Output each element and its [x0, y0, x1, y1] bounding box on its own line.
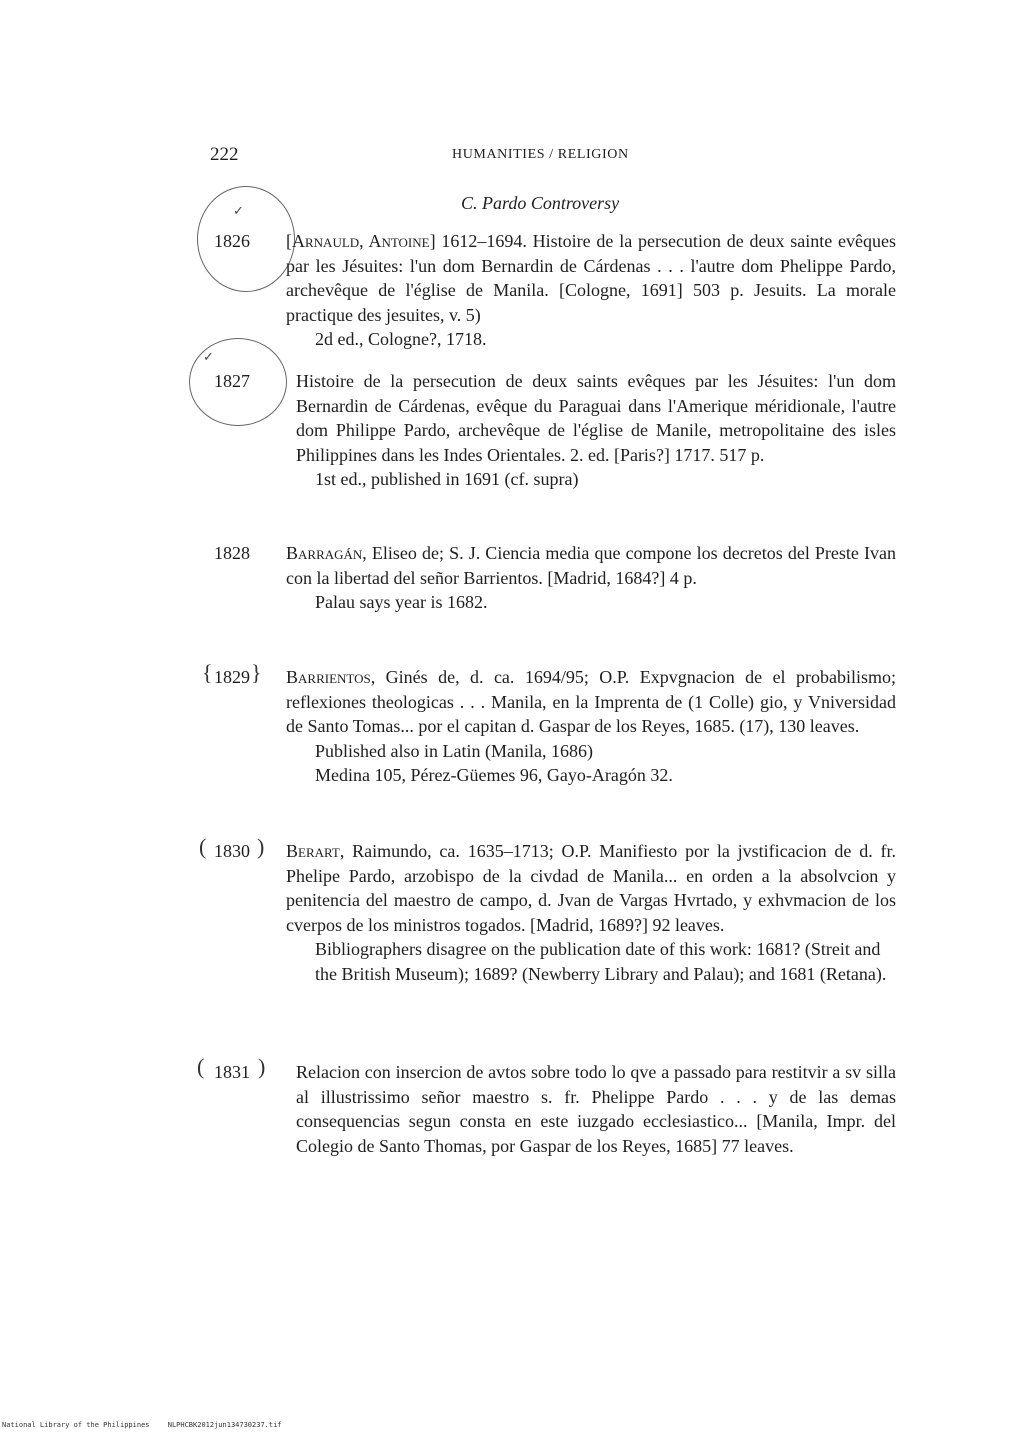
scan-footer	[2, 1421, 296, 1429]
entry-body	[286, 839, 896, 987]
section-title: C. Pardo Controversy	[461, 193, 620, 213]
handwritten-bracket-mark: }	[251, 660, 262, 685]
entry-author: Barrientos	[286, 667, 371, 687]
entry-body	[296, 1060, 896, 1158]
handwritten-bracket-mark: (	[199, 834, 207, 859]
footer-file-id: NLPHCBK2012jun134730237.tif	[167, 1421, 282, 1429]
entry-text: Histoire de la persecution de deux saints evêques par les Jésuites: l'un dom Bernardin de Cárdenas, evêque du Paraguai dans l'Amerique méridionale, l'autre dom Philippe Pardo, archevêque de l'église de Manile, metropolitaine des isles Philippines dans les Indes Orientales. 2. ed. [Paris?] 1717. 517 p.	[296, 371, 896, 465]
entry-number: 1826	[214, 231, 250, 251]
entry-body	[296, 369, 896, 492]
footer-library: National Library of the Philippines	[2, 1421, 150, 1429]
entry-text: , Raimundo, ca. 1635–1713; O.P. Manifiesto por la jvstificacion de d. fr. Phelipe Pardo, arzobispo de la civdad de Manila... en orden a la absolvcion y penitencia del maestro de campo, d. Jvan de Vargas Hvrtado, y exhvmacion de los cverpos de los ministros togados. [Madrid, 1689?] 92 leaves.	[286, 841, 896, 935]
entry-body	[286, 665, 896, 788]
entry-text: 1612–1694. Histoire de la persecution de deux sainte evêques par les Jésuites: l'un dom Bernardin de Cárdenas . . . l'autre dom Phelippe Pardo, archevêque de l'église de Manila. [Cologne, 1691] 503 p. Jesuits. La morale practique des jesuites, v. 5)	[286, 231, 896, 325]
entry-number: 1831	[214, 1062, 250, 1082]
entry-text: , Eliseo de; S. J. Ciencia media que compone los decretos del Preste Ivan con la libertad del señor Barrientos. [Madrid, 1684?] 4 p.	[286, 543, 896, 588]
entry-number: 1829	[214, 667, 250, 687]
entry-text: , Ginés de, d. ca. 1694/95; O.P. Expvgnacion de el probabilismo; reflexiones theologicas . . . Manila, en la Imprenta de (1 Colle) gio, y Vniversidad de Santo Tomas... por el capitan d. Gaspar de los Reyes, 1685. (17), 130 leaves.	[286, 667, 896, 737]
entry-note: Bibliographers disagree on the publication date of this work: 1681? (Streit and the British Museum); 1689? (Newberry Library and Palau); and 1681 (Retana).	[315, 939, 887, 984]
page-number: 222	[210, 144, 239, 165]
entry-note: Palau says year is 1682.	[315, 592, 488, 613]
entry-note: 2d ed., Cologne?, 1718.	[315, 329, 487, 350]
entry-note: Published also in Latin (Manila, 1686)	[315, 740, 593, 761]
entry-text: Relacion con insercion de avtos sobre todo lo qve a passado para restitvir a sv silla al illustrissimo señor maestro s. fr. Phelippe Pardo . . . y de las demas consequencias segun consta en este iuzgado ecclesiastico... [Manila, Impr. del Colegio de Santo Thomas, por Gaspar de los Reyes, 1685] 77 leaves.	[296, 1062, 896, 1156]
entry-author: Barragán	[286, 543, 363, 563]
handwritten-bracket-mark: (	[197, 1054, 205, 1079]
handwritten-bracket-mark: )	[257, 834, 265, 859]
entry-body	[286, 229, 896, 352]
entry-number: 1830	[214, 841, 250, 861]
running-head: HUMANITIES / RELIGION	[452, 147, 629, 162]
entry-body	[286, 541, 896, 615]
entry-author: [Arnauld, Antoine]	[286, 231, 436, 251]
entry-author: Berart	[286, 841, 340, 861]
entry-note: Medina 105, Pérez-Güemes 96, Gayo-Aragón 32.	[315, 765, 673, 786]
check-mark-icon: ✓	[233, 204, 244, 219]
entry-number: 1827	[214, 371, 250, 391]
entry-note: 1st ed., published in 1691 (cf. supra)	[315, 469, 579, 490]
check-mark-icon: ✓	[203, 350, 214, 365]
handwritten-bracket-mark: )	[258, 1054, 266, 1079]
entry-number: 1828	[214, 543, 250, 563]
handwritten-bracket-mark: {	[202, 660, 213, 685]
